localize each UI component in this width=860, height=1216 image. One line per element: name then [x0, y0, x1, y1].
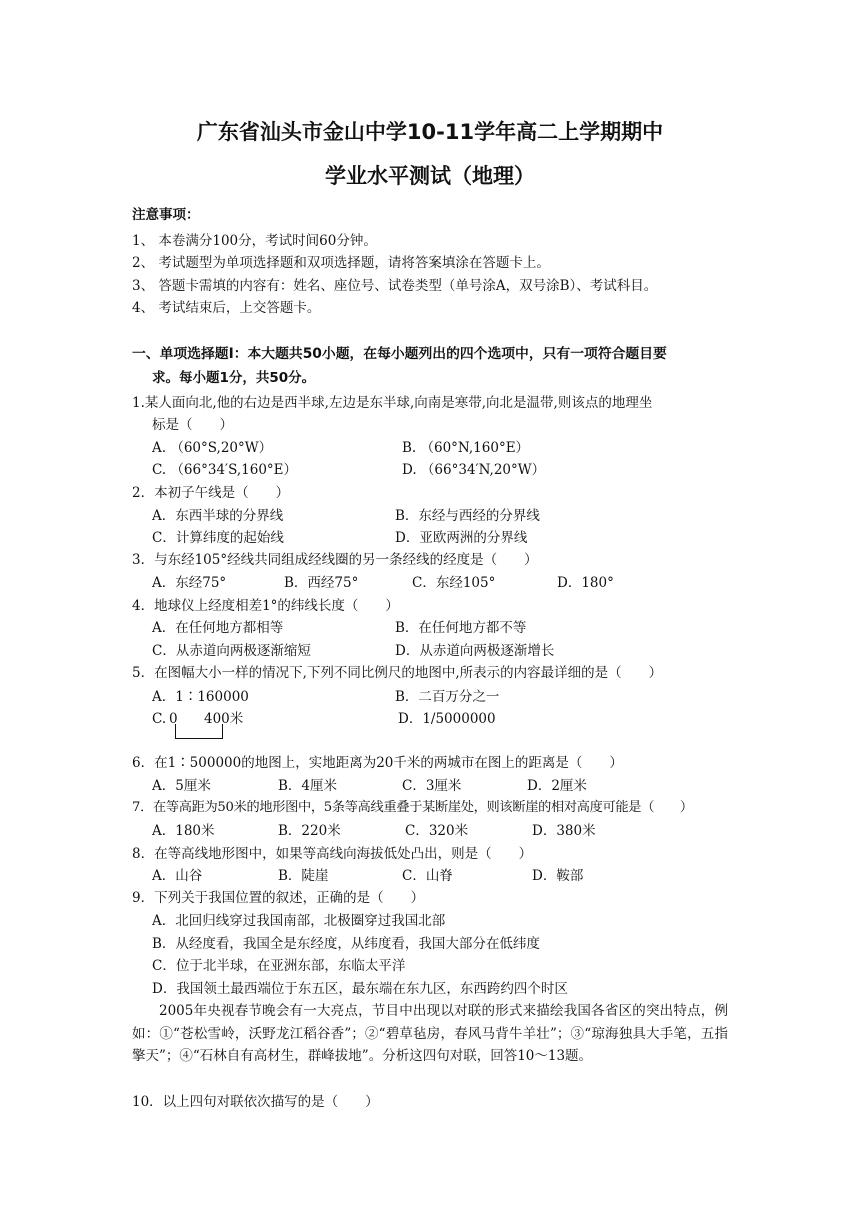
- question-stem: 1.某人面向北,他的右边是西半球,左边是东半球,向南是寒带,向北是温带,则该点的地理坐: [132, 395, 653, 411]
- option-d: D．1/5000000: [398, 711, 496, 727]
- option-b: B．二百万分之一: [395, 689, 500, 705]
- page-title: 广东省汕头市金山中学10-11学年高二上学期期中: [196, 120, 664, 144]
- option-d: D．180°: [557, 575, 614, 591]
- option-b: B. （60°N,160°E）: [402, 440, 530, 456]
- option-d: D．鞍部: [532, 868, 584, 884]
- option-b: B．在任何地方都不等: [395, 620, 527, 636]
- scale-value-label: 400米: [204, 711, 244, 727]
- option-a: A．1∶160000: [152, 689, 249, 705]
- question-stem: 8．在等高线地形图中，如果等高线向海拔低处凸出，则是（ ）: [132, 846, 533, 862]
- option-a: A. （60°S,20°W）: [152, 440, 273, 456]
- option-a: A．东经75°: [152, 575, 227, 591]
- question-stem: 5．在图幅大小一样的情况下,下列不同比例尺的地图中,所表示的内容最详细的是（ ）: [132, 665, 663, 681]
- question-stem: 9．下列关于我国位置的叙述，正确的是（ ）: [132, 890, 425, 906]
- option-a: A．180米: [152, 823, 215, 839]
- question-stem: 10．以上四句对联依次描写的是（ ）: [132, 1094, 379, 1110]
- scale-bar-graphic: [175, 724, 223, 739]
- option-d: D．我国领土最西端位于东五区，最东端在东九区，东西跨约四个时区: [152, 981, 568, 997]
- option-d: D．380米: [532, 823, 596, 839]
- page-subtitle: 学业水平测试（地理）: [325, 164, 535, 188]
- option-b: B．220米: [278, 823, 341, 839]
- option-b: B．4厘米: [278, 778, 338, 794]
- option-b: B．东经与西经的分界线: [395, 508, 540, 524]
- option-d: D．从赤道向两极逐渐增长: [395, 643, 555, 659]
- option-a: A．东西半球的分界线: [152, 508, 284, 524]
- section-heading-cont: 求。每小题1分，共50分。: [152, 370, 316, 386]
- notice-item: 4、 考试结束后，上交答题卡。: [132, 300, 321, 316]
- question-stem: 4．地球仪上经度相差1°的纬线长度（ ）: [132, 598, 399, 614]
- scale-zero-label: 0: [169, 711, 178, 727]
- option-b: B．陡崖: [278, 868, 329, 884]
- question-stem: 6．在1∶500000的地图上，实地距离为20千米的两城市在图上的距离是（ ）: [132, 755, 623, 771]
- option-d: D．2厘米: [527, 778, 587, 794]
- notice-heading: 注意事项：: [132, 207, 200, 223]
- option-c: C．东经105°: [412, 575, 496, 591]
- option-c: C．从赤道向两极逐渐缩短: [152, 643, 311, 659]
- option-c: C．位于北半球，在亚洲东部，东临太平洋: [152, 958, 406, 974]
- notice-item: 3、 答题卡需填的内容有：姓名、座位号、试卷类型（单号涂A，双号涂B）、考试科目。: [132, 278, 658, 294]
- option-c: C．计算纬度的起始线: [152, 530, 284, 546]
- option-c: C. （66°34′S,160°E）: [152, 462, 298, 478]
- question-stem: 3．与东经105°经线共同组成经线圈的另一条经线的经度是（ ）: [132, 552, 538, 568]
- notice-item: 2、 考试题型为单项选择题和双项选择题，请将答案填涂在答题卡上。: [132, 255, 550, 271]
- option-d: D．亚欧两洲的分界线: [395, 530, 528, 546]
- reading-passage: 2005年央视春节晚会有一大亮点，节目中出现以对联的形式来描绘我国各省区的突出特点，例如：①“苍松雪岭，沃野龙江稻谷香”；②“碧草毡房，春风马背牛羊壮”；③“琼海独具大手笔，五指擎天”；④“石林自有高材生，群峰拔地”。分析这四句对联，回答10～13题。: [132, 1003, 728, 1064]
- option-c: C．320米: [405, 823, 469, 839]
- option-b: B．从经度看，我国全是东经度，从纬度看，我国大部分在低纬度: [152, 936, 540, 952]
- question-stem: 2．本初子午线是（ ）: [132, 485, 290, 501]
- section-heading: 一、单项选择题I：本大题共50小题，在每小题列出的四个选项中，只有一项符合题目要: [132, 346, 667, 362]
- option-b: B．西经75°: [284, 575, 359, 591]
- option-c-prefix: C.: [152, 711, 167, 727]
- option-a: A．北回归线穿过我国南部，北极圈穿过我国北部: [152, 913, 446, 929]
- option-a: A．5厘米: [152, 778, 211, 794]
- option-d: D. （66°34′N,20°W）: [402, 462, 546, 478]
- option-c: C．3厘米: [402, 778, 462, 794]
- option-a: A．在任何地方都相等: [152, 620, 284, 636]
- question-stem: 7．在等高距为50米的地形图中，5条等高线重叠于某断崖处，则该断崖的相对高度可能是（ ）: [132, 800, 693, 815]
- notice-item: 1、 本卷满分100分，考试时间60分钟。: [132, 233, 377, 249]
- option-c: C．山脊: [402, 868, 453, 884]
- question-stem-cont: 标是（ ）: [152, 417, 233, 433]
- option-a: A．山谷: [152, 868, 203, 884]
